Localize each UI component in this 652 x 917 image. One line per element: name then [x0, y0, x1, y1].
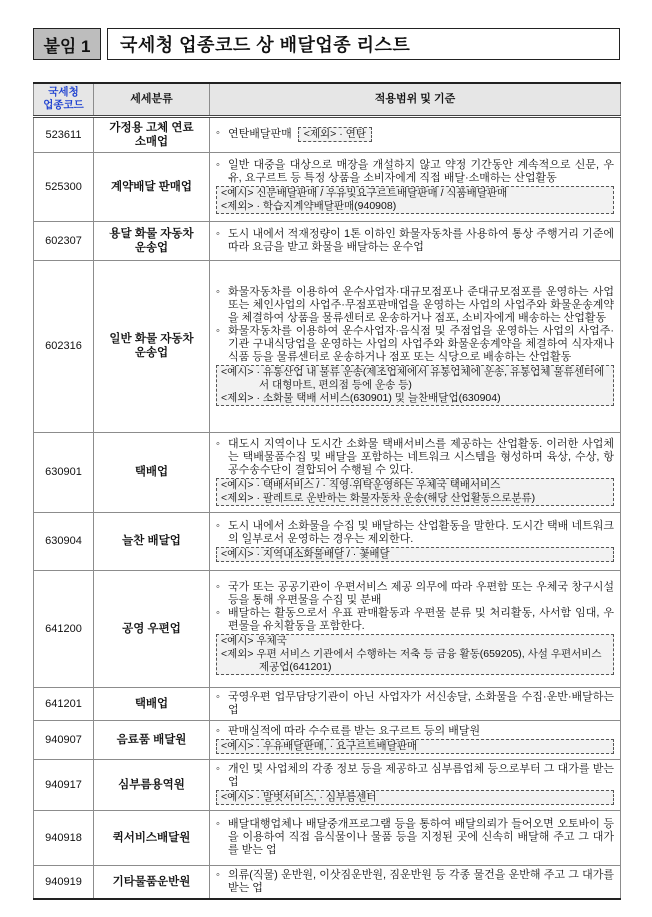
- scope-cell: [210, 260, 621, 432]
- table-header-row: [34, 83, 621, 116]
- bullet-text: 일반 대중을 대상으로 매장을 개설하지 않고 약정 기간동안 계속적으로 신문, 우유, 요구르트 등 특정 상품을 소비자에게 직접 배달·소매하는 산업활동: [228, 158, 614, 184]
- detailed-category: 음료품 배달원: [94, 720, 210, 759]
- industry-code: 525300: [34, 152, 94, 221]
- bullet-item: [216, 725, 614, 738]
- detailed-category: 택배업: [94, 687, 210, 720]
- industry-code: 523611: [34, 116, 94, 152]
- industry-code: 602316: [34, 260, 94, 432]
- attachment-badge: 붙임 1: [33, 28, 101, 60]
- bullet-marker: ◦: [216, 127, 220, 139]
- note-line: <예시> · 지역내소화물배달 / · 꽃배달: [221, 547, 390, 560]
- document-title: 국세청 업종코드 상 배달업종 리스트: [107, 28, 620, 60]
- table-row: [34, 432, 621, 512]
- example-box: [216, 739, 614, 754]
- bullet-content: [228, 127, 614, 142]
- note-line: <제외> · 학습지계약배달판매(940908): [221, 199, 397, 212]
- note-line: <제외> · 소화물 택배 서비스(630901) 및 늘찬배달업(630904): [221, 391, 501, 404]
- detailed-category: 기타물품운반원: [94, 865, 210, 899]
- example-exclusion-box: [216, 365, 614, 406]
- note-line: <예시> 우체국: [221, 635, 287, 647]
- bullet-marker: ◦: [216, 763, 220, 775]
- industry-code: 630904: [34, 512, 94, 570]
- bullet-text: 국영우편 업무담당기관이 아닌 사업자가 서신송달, 소화물을 수집·운반·배달하는 업: [228, 690, 614, 716]
- bullet-item: [216, 325, 614, 364]
- industry-code: 940907: [34, 720, 94, 759]
- industry-code: 940918: [34, 810, 94, 865]
- example-exclusion-box: [216, 478, 614, 506]
- bullet-text: 연탄배달판매: [228, 128, 292, 140]
- detailed-category: 심부름용역원: [94, 759, 210, 810]
- header-detailed-category: 세세분류: [94, 83, 210, 116]
- bullet-item: [216, 818, 614, 857]
- industry-code: 641201: [34, 687, 94, 720]
- bullet-marker: ◦: [216, 158, 220, 171]
- industry-code: 940919: [34, 865, 94, 899]
- bullet-item: [216, 159, 614, 185]
- table-row: [34, 260, 621, 432]
- bullet-marker: ◦: [216, 227, 220, 240]
- table-row: [34, 512, 621, 570]
- note-line: <예시> · 택배서비스 / · 직영·위탁운영하는 우체국 택배서비스: [221, 478, 501, 491]
- bullet-marker: ◦: [216, 818, 220, 830]
- scope-cell: [210, 759, 621, 810]
- bullet-marker: ◦: [216, 437, 220, 450]
- bullet-marker: ◦: [216, 519, 220, 532]
- bullet-text: 대도시 지역이나 도시간 소화물 택배서비스를 제공하는 산업활동. 이러한 사업체는 택배물품수집 및 배달을 포함하는 네트워크 시스템을 형성하며 육상, 수상, 항공수송수단이 결합되어 수행될 수 있다.: [228, 437, 614, 476]
- bullet-item: [216, 869, 614, 895]
- bullet-text: 화물자동차를 이용하여 운수사업자·대규모점포나 준대규모점포를 운영하는 사업 또는 체인사업의 사업주·무점포판매업을 운영하는 사업의 사업주와 화물운송계약을 체결하여 상품을 물류센터로 운송하거나 점포, 소비자에게 배송하는 산업활동: [228, 285, 614, 324]
- bullet-item: [216, 520, 614, 546]
- exclusion-note: <제외> · 연탄: [298, 127, 372, 142]
- scope-cell: [210, 512, 621, 570]
- bullet-item: [216, 286, 614, 325]
- detailed-category: 용달 화물 자동차 운송업: [94, 221, 210, 260]
- table-row: [34, 810, 621, 865]
- note-line: <예시> · 우유배달판매, · 요구르트배달판매: [221, 739, 418, 752]
- document-title-bar: [33, 28, 620, 60]
- bullet-marker: ◦: [216, 285, 220, 298]
- bullet-item: [216, 127, 614, 142]
- example-box: [216, 790, 614, 805]
- bullet-marker: ◦: [216, 324, 220, 337]
- bullet-item: [216, 607, 614, 633]
- bullet-item: [216, 438, 614, 477]
- bullet-item: [216, 763, 614, 789]
- bullet-marker: ◦: [216, 724, 220, 737]
- bullet-marker: ◦: [216, 607, 220, 619]
- bullet-marker: ◦: [216, 581, 220, 593]
- scope-cell: [210, 116, 621, 152]
- scope-cell: [210, 687, 621, 720]
- detailed-category: 공영 우편업: [94, 570, 210, 687]
- detailed-category: 일반 화물 자동차 운송업: [94, 260, 210, 432]
- table-row: [34, 687, 621, 720]
- industry-code: 602307: [34, 221, 94, 260]
- bullet-item: [216, 691, 614, 717]
- bullet-text: 배달대행업체나 배달중개프로그램 등을 통하여 배달의뢰가 들어오면 오토바이 등을 이용하여 직접 음식물이나 물품 등을 지정된 곳에 신속히 배달해 주고 그 대가를 받는 업: [228, 818, 614, 856]
- delivery-industry-table: [33, 82, 621, 900]
- bullet-item: [216, 581, 614, 607]
- note-line: <제외> 우편 서비스 기관에서 수행하는 저축 등 금융 활동(659205), 사설 우편서비스 제공업(641201): [221, 648, 602, 673]
- scope-cell: [210, 720, 621, 759]
- scope-cell: [210, 221, 621, 260]
- header-scope-criteria: 적용범위 및 기준: [210, 83, 621, 116]
- scope-cell: [210, 810, 621, 865]
- example-exclusion-box: [216, 634, 614, 675]
- bullet-text: 의류(직물) 운반원, 이삿짐운반원, 짐운반원 등 각종 물건을 운반해 주고 그 대가를 받는 업: [228, 868, 614, 894]
- table-row: [34, 865, 621, 899]
- table-row: [34, 720, 621, 759]
- scope-cell: [210, 570, 621, 687]
- detailed-category: 계약배달 판매업: [94, 152, 210, 221]
- detailed-category: 늘찬 배달업: [94, 512, 210, 570]
- header-industry-code: 국세청 업종코드: [34, 83, 94, 116]
- industry-code: 630901: [34, 432, 94, 512]
- note-line: <예시> · 유통산업 내 물류 운송(제조업체에서 유통업체에 운송, 유통업체 물류센터에서 대형마트, 편의점 등에 운송 등): [221, 365, 605, 391]
- scope-cell: [210, 152, 621, 221]
- note-line: <제외> · 팔레트로 운반하는 화물자동차 운송(해당 산업활동으로분류): [221, 491, 536, 504]
- scope-cell: [210, 865, 621, 899]
- industry-code: 641200: [34, 570, 94, 687]
- bullet-text: 개인 및 사업체의 각종 정보 등을 제공하고 심부름업체 등으로부터 그 대가를 받는 업: [228, 763, 614, 788]
- table-row: [34, 221, 621, 260]
- detailed-category: 퀵서비스배달원: [94, 810, 210, 865]
- note-line: <예시> · 말벗서비스, · 심부름센터: [221, 791, 377, 803]
- scope-cell: [210, 432, 621, 512]
- industry-code: 940917: [34, 759, 94, 810]
- bullet-marker: ◦: [216, 868, 220, 881]
- note-line: <예시> 신문배달판매 / 우유및요구르트배달판매 / 식품배달판매: [221, 186, 508, 199]
- bullet-marker: ◦: [216, 690, 220, 703]
- bullet-text: 배달하는 활동으로서 우표 판매활동과 우편물 분류 및 처리활동, 사서함 임대, 우편물을 유치활동을 포함한다.: [228, 607, 614, 632]
- bullet-item: [216, 228, 614, 254]
- table-row: [34, 116, 621, 152]
- bullet-text: 화물자동차를 이용하여 운수사업자·음식점 및 주점업을 운영하는 사업의 사업주·기관 구내식당업을 운영하는 사업의 사업주와 화물운송계약을 체결하여 식자재나 식품 등을 물류센터로 운송하거나 점포 또는 식당으로 배송하는 산업활동: [228, 324, 614, 363]
- detailed-category: 가정용 고체 연료 소매업: [94, 116, 210, 152]
- bullet-text: 국가 또는 공공기관이 우편서비스 제공 의무에 따라 우편함 또는 우체국 창구시설 등을 통해 우편물을 수집 및 분배: [228, 581, 614, 606]
- detailed-category: 택배업: [94, 432, 210, 512]
- example-box: [216, 547, 614, 562]
- table-row: [34, 152, 621, 221]
- table-row: [34, 759, 621, 810]
- bullet-text: 판매실적에 따라 수수료를 받는 요구르트 등의 배달원: [228, 724, 481, 737]
- table-row: [34, 570, 621, 687]
- example-exclusion-box: [216, 186, 614, 214]
- bullet-text: 도시 내에서 소화물을 수집 및 배달하는 산업활동을 말한다. 도시간 택배 네트워크의 일부로서 운영하는 경우는 제외한다.: [228, 519, 614, 545]
- bullet-text: 도시 내에서 적재정량이 1톤 이하인 화물자동차를 사용하여 통상 주행거리 기준에 따라 요금을 받고 화물을 배달하는 운수업: [228, 227, 614, 253]
